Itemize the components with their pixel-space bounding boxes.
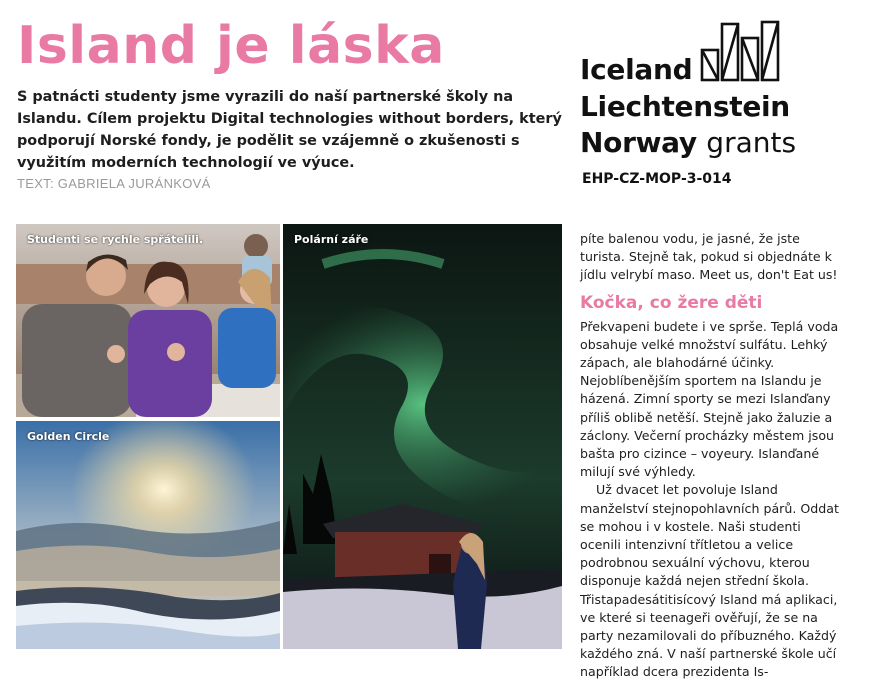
eea-grants-logo-icon	[700, 20, 780, 82]
sponsor-block	[580, 20, 880, 195]
body-paragraph: Překvapeni budete i ve sprše. Teplá voda obsahuje velké množství sulfátu. Lehký zápach, ale blahodárné účinky. Nejoblíbenějším sportem na Islandu je házená. Zimní sporty se mezi Islanďany příliš oblibě netěší. Stejně jako žaluzie a záclony. Večerní procházky městem jsou bašta pro cizince – voyeury. Islanďané milují své výhledy.	[580, 318, 839, 480]
geyser-sunset-photo	[16, 421, 280, 649]
body-paragraph: píte balenou vodu, je jasné, že jste turista. Stejně tak, pokud si objednáte k jídlu velrybí maso. Meet us, don't Eat us!	[580, 231, 838, 283]
geyser-photo-caption: Golden Circle	[27, 430, 110, 443]
article-lead: S patnácti studenty jsme vyrazili do naší partnerské školy na Islandu. Cílem projektu Digital technologies without borders, který podporují Norské fondy, je podělit se vzájemně o zkušenosti s využitím moderních technologií ve výuce.	[17, 89, 562, 171]
article-title: Island je láska	[17, 16, 445, 76]
article-body-column	[580, 230, 844, 682]
aurora-photo	[283, 224, 562, 649]
sponsor-norway: Norway	[580, 126, 697, 159]
sponsor-norway-grants	[580, 126, 796, 160]
sponsor-grants: grants	[706, 126, 797, 159]
sponsor-iceland: Iceland	[580, 53, 693, 86]
sponsor-liechtenstein: Liechtenstein	[580, 90, 790, 123]
body-paragraph: Už dvacet let povoluje Island manželství stejnopohlavních párů. Oddat se mohou i v kostele. Naši studenti ocenili intenzivní třítletou a velice podrobnou sexuální výchovu, kterou disponuje každá nejen střední škola. Třistapadesátitisícový Island má aplikaci, ve které si teenageři ověřují, že se na party nezamilovali do příbuzného. Každý každého zná. V naší partnerské škole učí například dcera prezidenta Is-	[580, 482, 839, 680]
aurora-photo-caption: Polární záře	[294, 233, 369, 246]
section-subheading: Kočka, co žere děti	[580, 292, 763, 313]
project-code: EHP-CZ-MOP-3-014	[582, 171, 732, 187]
students-photo	[16, 224, 280, 417]
students-photo-caption: Studenti se rychle spřátelili.	[27, 233, 204, 246]
author-credit: TEXT: GABRIELA JURÁNKOVÁ	[17, 176, 211, 191]
